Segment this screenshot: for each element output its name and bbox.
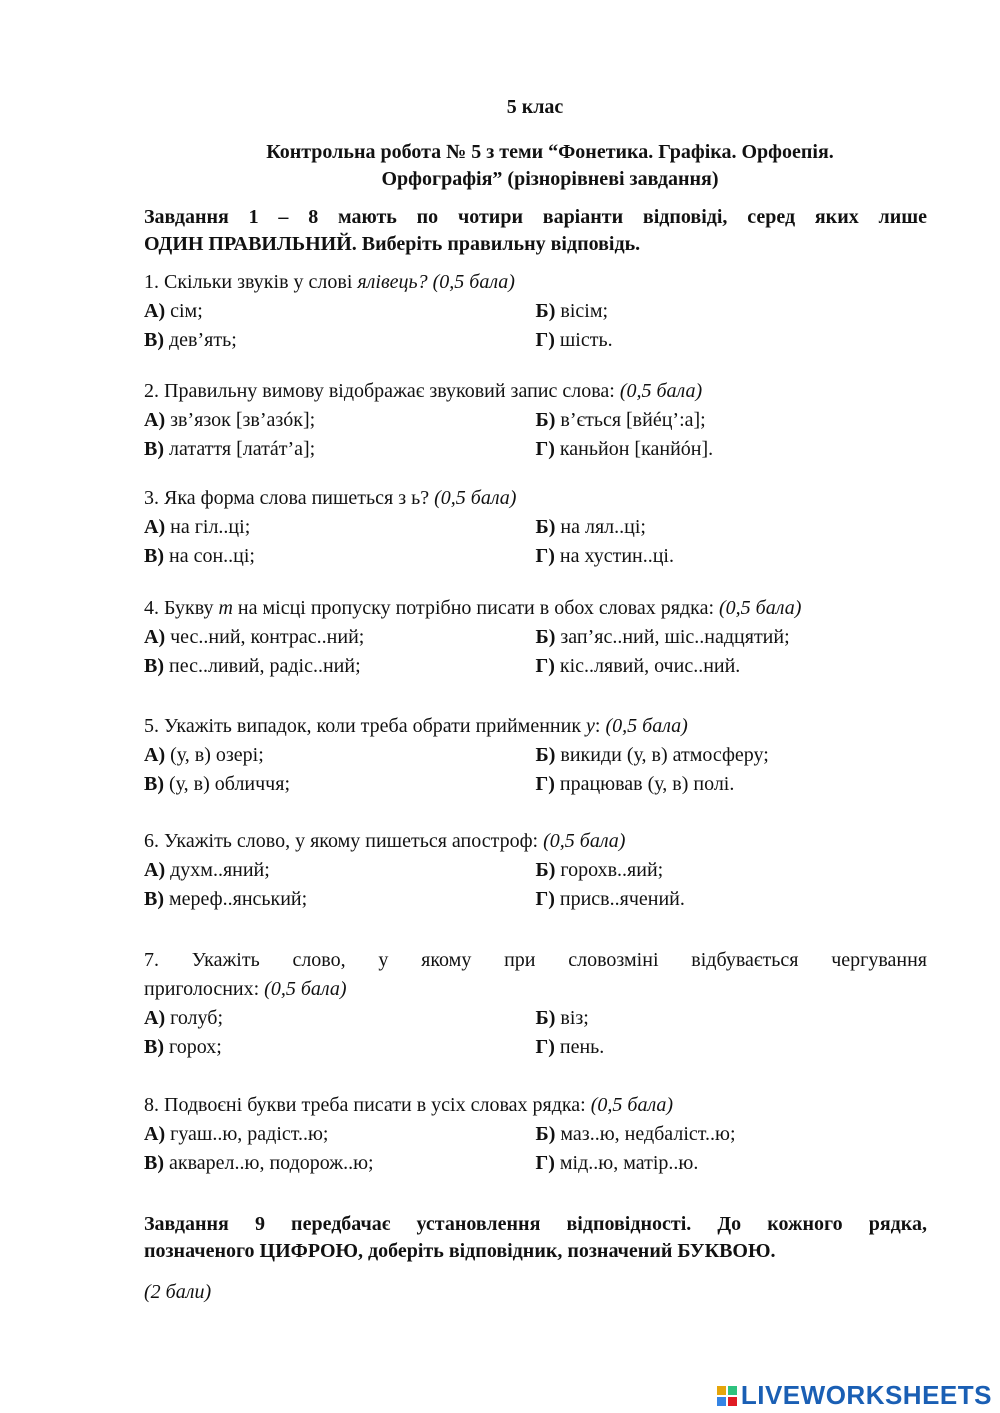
- option-letter: В): [144, 329, 164, 351]
- option-letter: А): [144, 1007, 166, 1029]
- title-line-2: Орфографія” (різнорівневі завдання): [381, 168, 719, 190]
- option-text: вісім;: [555, 300, 609, 322]
- option-a[interactable]: [144, 297, 536, 326]
- question-5: [144, 712, 927, 799]
- option-letter: Б): [535, 1123, 556, 1145]
- option-text: маз..ю, недбаліст..ю;: [555, 1123, 736, 1145]
- grade-heading: 5 клас: [506, 96, 564, 118]
- logo-square: [717, 1397, 726, 1406]
- option-v[interactable]: [144, 435, 536, 464]
- option-g[interactable]: [536, 1149, 928, 1178]
- option-letter: Б): [535, 300, 556, 322]
- option-g[interactable]: [536, 1033, 928, 1062]
- stem-text: 6. Укажіть слово, у якому пишеться апостроф:: [144, 830, 544, 852]
- option-g[interactable]: [536, 885, 928, 914]
- option-letter: Г): [535, 655, 555, 677]
- option-v[interactable]: [144, 652, 536, 681]
- option-v[interactable]: [144, 1149, 536, 1178]
- question-points: (0,5 бала): [605, 715, 688, 737]
- option-b[interactable]: [536, 623, 928, 652]
- option-letter: А): [144, 744, 166, 766]
- option-text: на гіл..ці;: [165, 516, 251, 538]
- option-text: викиди (у, в) атмосферу;: [555, 744, 769, 766]
- question-stem-line2: [144, 975, 927, 1004]
- instructions-part1: [144, 204, 927, 258]
- option-b[interactable]: [536, 1004, 928, 1033]
- option-text: (у, в) озері;: [165, 744, 264, 766]
- option-text: зв’язок [зв’азóк];: [165, 409, 316, 431]
- option-text: на хустин..ці.: [554, 545, 674, 567]
- instructions-part2: [144, 1211, 927, 1265]
- stem-text: 5. Укажіть випадок, коли треба обрати прийменник: [144, 715, 587, 737]
- option-letter: А): [144, 409, 166, 431]
- option-text: віз;: [555, 1007, 589, 1029]
- question-stem: [144, 712, 927, 741]
- option-text: каньйон [канйóн].: [554, 438, 714, 460]
- liveworksheets-logo: [717, 1380, 992, 1411]
- option-a[interactable]: [144, 623, 536, 652]
- option-letter: В): [144, 773, 164, 795]
- option-letter: Г): [535, 545, 555, 567]
- option-letter: В): [144, 438, 164, 460]
- option-text: працював (у, в) полі.: [554, 773, 735, 795]
- stem-text: 1. Скільки звуків у слові: [144, 271, 358, 293]
- question-1: [144, 268, 927, 355]
- question-stem: [144, 1091, 927, 1120]
- option-b[interactable]: [536, 406, 928, 435]
- question-3: [144, 484, 927, 571]
- question-points: (0,5 бала): [264, 978, 347, 1000]
- question-stem: [144, 484, 927, 513]
- option-v[interactable]: [144, 885, 536, 914]
- option-letter: Б): [535, 626, 556, 648]
- page-title: [170, 139, 930, 193]
- logo-grid-icon: [717, 1386, 737, 1406]
- option-text: пес..ливий, радіс..ний;: [164, 655, 361, 677]
- question-stem: [144, 827, 927, 856]
- stem-text: 3. Яка форма слова пишеться з ь?: [144, 487, 435, 509]
- option-b[interactable]: [536, 856, 928, 885]
- option-text: на сон..ці;: [164, 545, 255, 567]
- option-b[interactable]: [536, 513, 928, 542]
- option-g[interactable]: [536, 770, 928, 799]
- question-4: [144, 594, 927, 681]
- stem-text: 4. Букву: [144, 597, 219, 619]
- logo-square: [728, 1397, 737, 1406]
- option-text: мід..ю, матір..ю.: [554, 1152, 699, 1174]
- option-text: на лял..ці;: [555, 516, 646, 538]
- question-2: [144, 377, 927, 464]
- option-v[interactable]: [144, 770, 536, 799]
- stem-italic: т: [218, 597, 233, 619]
- option-letter: Б): [535, 409, 556, 431]
- question-stem: [144, 377, 927, 406]
- option-text: латаття [латáт’а];: [164, 438, 316, 460]
- instructions-part2-line1: Завдання 9 передбачає установлення відповідності. До кожного рядка,: [144, 1213, 927, 1235]
- option-text: кіс..лявий, очис..ний.: [554, 655, 741, 677]
- option-letter: Г): [535, 1036, 555, 1058]
- option-letter: Г): [535, 1152, 555, 1174]
- stem-text: 8. Подвоєні букви треба писати в усіх словах рядка:: [144, 1094, 591, 1116]
- option-letter: В): [144, 1152, 164, 1174]
- question-stem: 7. Укажіть слово, у якому при словозміні відбувається чергування: [144, 949, 927, 971]
- option-a[interactable]: [144, 406, 536, 435]
- option-letter: А): [144, 1123, 166, 1145]
- question-stem: [144, 268, 927, 297]
- question-points: (0,5 бала): [427, 271, 515, 293]
- option-b[interactable]: [536, 297, 928, 326]
- option-v[interactable]: [144, 1033, 536, 1062]
- option-text: пень.: [554, 1036, 605, 1058]
- option-text: шість.: [554, 329, 613, 351]
- option-g[interactable]: [536, 435, 928, 464]
- option-a[interactable]: [144, 1120, 536, 1149]
- option-text: духм..яний;: [165, 859, 270, 881]
- option-a[interactable]: [144, 513, 536, 542]
- title-line-1: Контрольна робота № 5 з теми “Фонетика. Графіка. Орфоепія.: [266, 141, 834, 163]
- option-text: мереф..янський;: [164, 888, 308, 910]
- option-text: (у, в) обличчя;: [164, 773, 290, 795]
- stem-text-after: :: [594, 715, 606, 737]
- option-text: гуаш..ю, радіст..ю;: [165, 1123, 329, 1145]
- question-points: (0,5 бала): [590, 1094, 674, 1116]
- option-letter: А): [144, 300, 166, 322]
- option-text: голуб;: [165, 1007, 223, 1029]
- option-letter: Б): [535, 516, 556, 538]
- stem-text: 2. Правильну вимову відображає звуковий запис слова:: [144, 380, 620, 402]
- option-letter: Г): [535, 773, 555, 795]
- instructions-part1-line1: Завдання 1 – 8 мають по чотири варіанти відповіді, серед яких лише: [144, 206, 927, 228]
- instructions-part1-line2: ОДИН ПРАВИЛЬНИЙ. Виберіть правильну відповідь.: [144, 233, 641, 255]
- option-v[interactable]: [144, 542, 536, 571]
- option-text: присв..ячений.: [554, 888, 685, 910]
- option-letter: А): [144, 859, 166, 881]
- option-text: акварел..ю, подорож..ю;: [164, 1152, 374, 1174]
- option-g[interactable]: [536, 326, 928, 355]
- question-stem: [144, 594, 927, 623]
- question-6: [144, 827, 927, 914]
- option-letter: Г): [535, 438, 555, 460]
- option-letter: Б): [535, 859, 556, 881]
- task9-points: (2 бали): [144, 1281, 212, 1303]
- question-points: (0,5 бала): [619, 380, 703, 402]
- option-letter: В): [144, 655, 164, 677]
- option-v[interactable]: [144, 326, 536, 355]
- option-letter: Г): [535, 329, 555, 351]
- option-letter: В): [144, 1036, 164, 1058]
- option-letter: Г): [535, 888, 555, 910]
- question-points: (0,5 бала): [434, 487, 517, 509]
- option-g[interactable]: [536, 652, 928, 681]
- option-text: сім;: [165, 300, 203, 322]
- option-b[interactable]: [536, 741, 928, 770]
- option-letter: Б): [535, 1007, 556, 1029]
- option-a[interactable]: [144, 1004, 536, 1033]
- option-a[interactable]: [144, 856, 536, 885]
- option-letter: Б): [535, 744, 556, 766]
- logo-square: [717, 1386, 726, 1395]
- logo-square: [728, 1386, 737, 1395]
- option-letter: А): [144, 516, 166, 538]
- question-points: (0,5 бала): [543, 830, 626, 852]
- instructions-part2-line2: позначеного ЦИФРОЮ, доберіть відповідник, позначений БУКВОЮ.: [144, 1240, 776, 1262]
- option-letter: В): [144, 545, 164, 567]
- option-text: зап’яс..ний, шіс..надцятий;: [555, 626, 790, 648]
- watermark-text: LIVEWORKSHEETS: [740, 1380, 992, 1410]
- question-points: (0,5 бала): [719, 597, 802, 619]
- question-8: [144, 1091, 927, 1178]
- option-text: дев’ять;: [164, 329, 237, 351]
- option-text: чес..ний, контрас..ний;: [165, 626, 365, 648]
- option-b[interactable]: [536, 1120, 928, 1149]
- stem-text: приголосних:: [144, 978, 265, 1000]
- option-text: горохв..яий;: [555, 859, 664, 881]
- option-text: горох;: [164, 1036, 222, 1058]
- stem-italic: у: [586, 715, 595, 737]
- question-7: [144, 946, 927, 1062]
- stem-italic: ялівець?: [357, 271, 428, 293]
- option-letter: А): [144, 626, 166, 648]
- stem-text-after: на місці пропуску потрібно писати в обох словах рядка:: [232, 597, 720, 619]
- option-g[interactable]: [536, 542, 928, 571]
- option-text: в’ється [вйéц’:а];: [555, 409, 706, 431]
- option-letter: В): [144, 888, 164, 910]
- option-a[interactable]: [144, 741, 536, 770]
